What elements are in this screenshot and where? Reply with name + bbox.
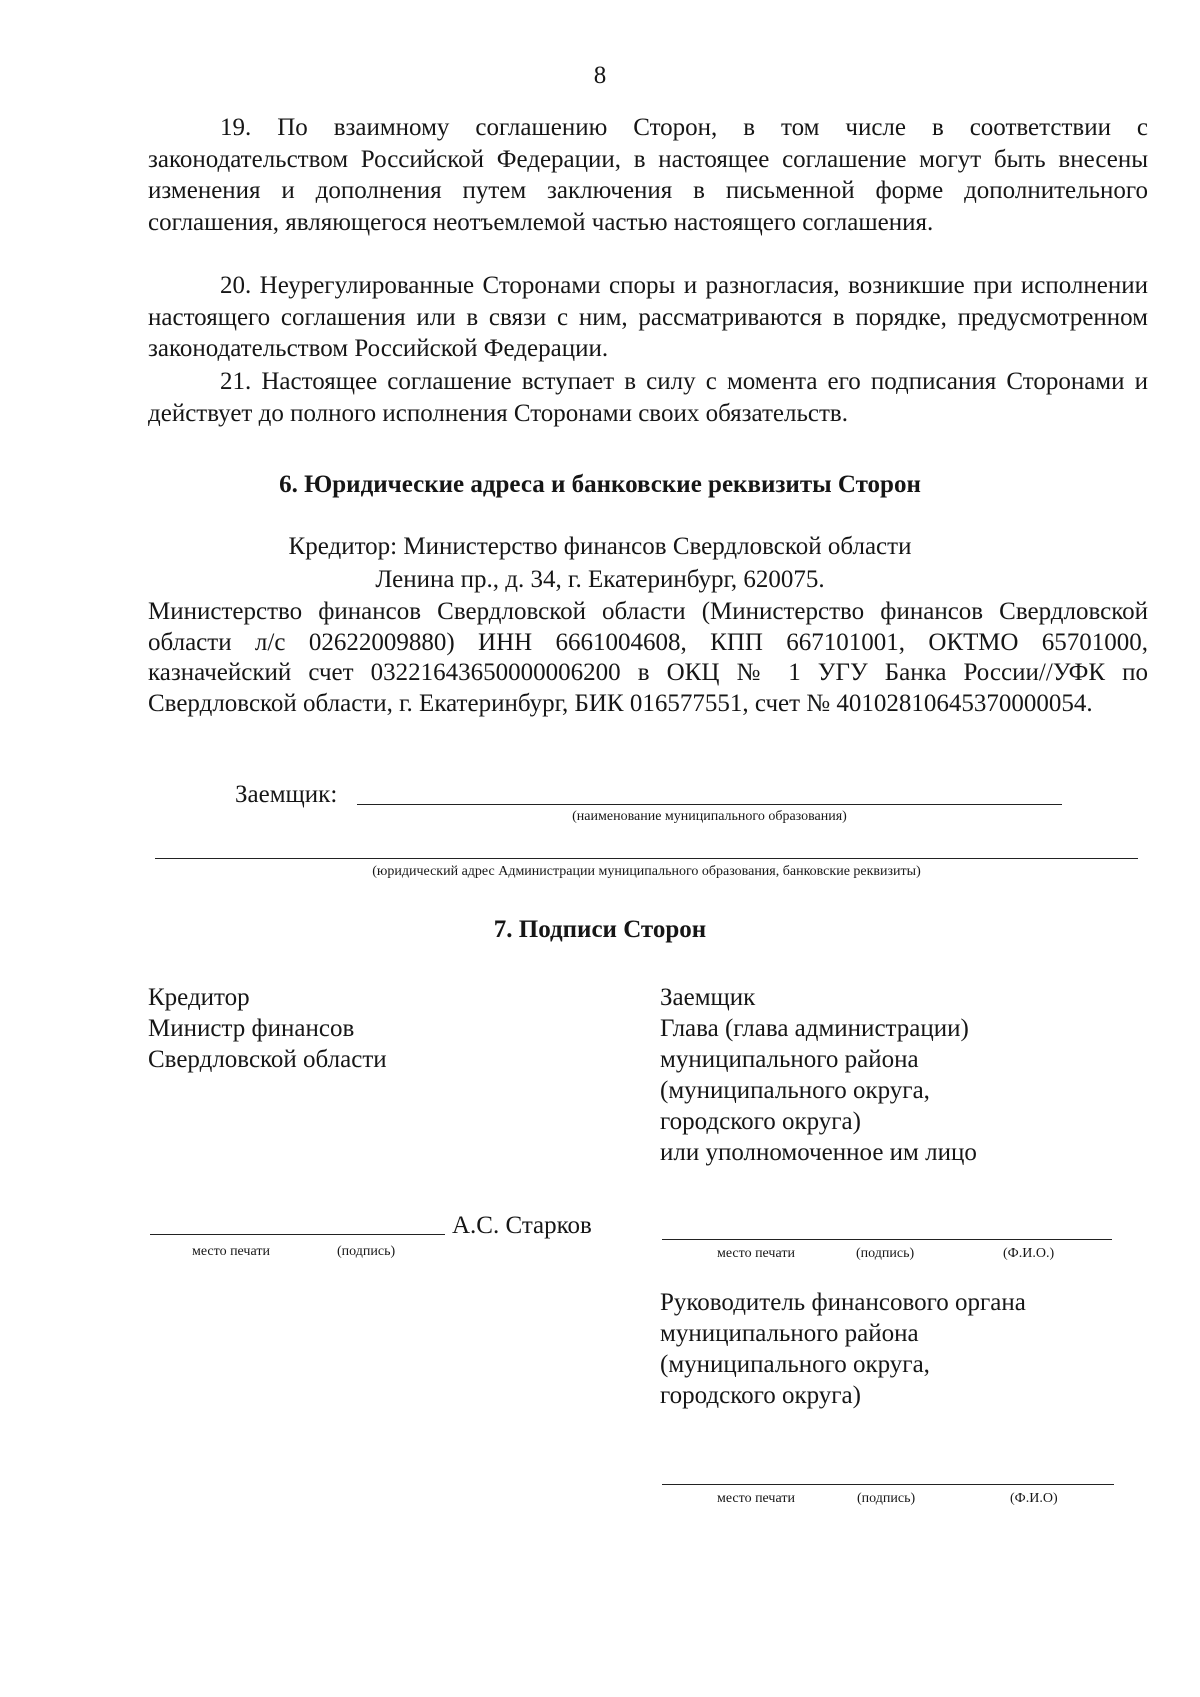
borrower-role-line: муниципального района — [660, 1046, 919, 1073]
borrower-role-line: или уполномоченное им лицо — [660, 1139, 977, 1166]
finance-head-fio-caption: (Ф.И.О) — [1010, 1491, 1058, 1506]
creditor-signature-line — [150, 1234, 445, 1235]
creditor-line: Кредитор: Министерство финансов Свердловской области — [288, 533, 912, 560]
borrower-signature-line — [662, 1239, 1112, 1240]
finance-head-role-line: муниципального района — [660, 1320, 919, 1347]
borrower-name-line — [357, 804, 1062, 805]
creditor-role-line: Министр финансов — [148, 1015, 355, 1042]
finance-head-role-line: Руководитель финансового органа — [660, 1289, 1026, 1316]
borrower-stamp-caption: место печати — [717, 1246, 795, 1261]
borrower-role-line: (муниципального округа, — [660, 1077, 930, 1104]
creditor-stamp-caption: место печати — [192, 1244, 270, 1259]
finance-head-stamp-caption: место печати — [717, 1491, 795, 1506]
borrower-signature-block — [660, 982, 977, 1168]
finance-head-signature-caption: (подпись) — [857, 1491, 916, 1506]
section-7-heading: 7. Подписи Сторон — [493, 916, 707, 943]
page-number: 8 — [593, 62, 607, 89]
paragraph-19: 19. По взаимному соглашению Сторон, в том числе в соответствии с законодательством Российской Федерации, в настоящее соглашение могут быть внесены изменения и дополнения путем заключения в письменной форме дополнительного соглашения, являющегося неотъемлемой частью настоящего соглашения. — [148, 114, 1148, 236]
section-6-heading: 6. Юридические адреса и банковские реквизиты Сторон — [279, 471, 921, 498]
paragraph-20: 20. Неурегулированные Сторонами споры и разногласия, возникшие при исполнении настоящего соглашения или в связи с ним, рассматриваются в порядке, предусмотренном законодательством Российской Федерации. — [148, 272, 1148, 362]
borrower-address-caption: (юридический адрес Администрации муниципального образования, банковские реквизиты) — [372, 864, 921, 879]
creditor-requisites: Министерство финансов Свердловской области (Министерство финансов Свердловской области л/с 02622009880) ИНН 6661004608, КПП 667101001, ОКТМО 65701000, казначейский счет 03221643650000006200 в ОКЦ № 1 УГУ Банка России//УФК по Свердловской области, г. Екатеринбург, БИК 016577551, счет № 40102810645370000054. — [148, 598, 1148, 717]
finance-head-signature-line — [662, 1484, 1114, 1485]
creditor-role-line: Кредитор — [148, 984, 250, 1011]
creditor-signer-name: А.С. Старков — [452, 1212, 592, 1239]
finance-head-signature-block — [660, 1287, 1026, 1411]
creditor-signature-caption: (подпись) — [337, 1244, 396, 1259]
creditor-signature-block — [148, 982, 387, 1075]
borrower-address-line — [155, 858, 1138, 859]
borrower-name-caption: (наименование муниципального образования) — [572, 809, 847, 824]
finance-head-role-line: городского округа) — [660, 1382, 861, 1409]
borrower-role-line: Заемщик — [660, 984, 756, 1011]
borrower-role-line: городского округа) — [660, 1108, 861, 1135]
paragraph-21: 21. Настоящее соглашение вступает в силу с момента его подписания Сторонами и действует до полного исполнения Сторонами своих обязательств. — [148, 368, 1148, 427]
borrower-fio-caption: (Ф.И.О.) — [1003, 1246, 1055, 1261]
borrower-role-line: Глава (глава администрации) — [660, 1015, 969, 1042]
borrower-label: Заемщик: — [235, 781, 338, 808]
creditor-address: Ленина пр., д. 34, г. Екатеринбург, 620075. — [375, 566, 825, 593]
creditor-role-line: Свердловской области — [148, 1046, 387, 1073]
borrower-signature-caption: (подпись) — [856, 1246, 915, 1261]
finance-head-role-line: (муниципального округа, — [660, 1351, 930, 1378]
